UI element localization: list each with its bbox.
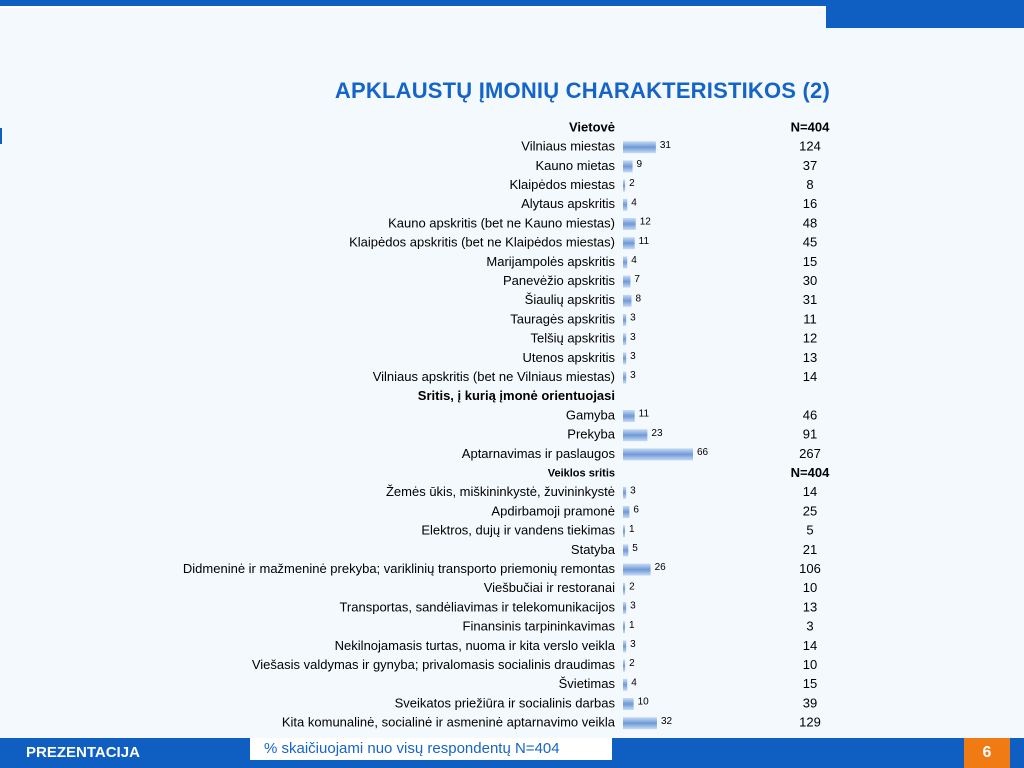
bar: [623, 679, 627, 691]
bar-value-label: 4: [631, 197, 637, 209]
bar: [623, 583, 625, 595]
bar: [623, 410, 635, 422]
row-label: Aptarnavimas ir paslaugos: [461, 445, 615, 461]
bar: [623, 256, 627, 268]
count-value: 5: [806, 522, 814, 538]
bar: [623, 372, 626, 384]
bar-value-label: 23: [651, 427, 663, 439]
bar: [623, 160, 633, 172]
bar: [623, 237, 635, 249]
bar-value-label: 1: [629, 619, 635, 631]
row-label: Klaipėdos apskritis (bet ne Klaipėdos miestas): [349, 234, 615, 250]
row-label: Elektros, dujų ir vandens tiekimas: [421, 522, 615, 538]
bar: [623, 448, 693, 460]
bar: [623, 352, 626, 364]
bar-value-label: 3: [630, 351, 636, 363]
row-label: Nekilnojamasis turtas, nuoma ir kita verslo veikla: [334, 637, 615, 653]
bar: [623, 429, 647, 441]
count-value: 30: [802, 273, 818, 289]
bar: [623, 314, 626, 326]
bar-value-label: 32: [660, 715, 673, 727]
n-header: N=404: [790, 119, 830, 135]
count-value: 129: [799, 714, 821, 730]
row-label: Alytaus apskritis: [521, 196, 615, 212]
count-value: 14: [802, 484, 818, 500]
bar: [623, 717, 657, 729]
count-value: 10: [802, 657, 818, 673]
row-label: Viešasis valdymas ir gynyba; privalomasis socialinis draudimas: [251, 657, 615, 673]
bar-value-label: 3: [630, 639, 636, 651]
row-label: Marijampolės apskritis: [486, 253, 615, 269]
bar-value-label: 11: [638, 408, 650, 420]
count-value: 3: [806, 618, 814, 634]
bar-value-label: 11: [638, 235, 650, 247]
bar-value-label: 66: [697, 447, 709, 459]
bar: [623, 276, 630, 288]
count-value: 39: [802, 695, 818, 711]
row-label: Kauno apskritis (bet ne Kauno miestas): [388, 215, 615, 231]
row-label: Gamyba: [565, 407, 615, 423]
row-label: Panevėžio apskritis: [503, 273, 615, 289]
bar: [623, 564, 651, 576]
row-label: Transportas, sandėliavimas ir telekomunikacijos: [339, 599, 615, 615]
count-value: 46: [802, 407, 818, 423]
bar-value-label: 2: [629, 178, 635, 190]
bar-value-label: 7: [634, 274, 640, 286]
bar: [623, 180, 625, 192]
bar-value-label: 3: [630, 312, 636, 324]
count-value: 13: [802, 599, 818, 615]
row-label: Vilniaus apskritis (bet ne Vilniaus miestas): [372, 369, 615, 385]
row-label: Finansinis tarpininkavimas: [462, 618, 615, 634]
count-value: 14: [802, 369, 818, 385]
bar-value-label: 2: [629, 581, 635, 593]
count-value: 11: [803, 311, 817, 327]
footnote: % skaičiuojami nuo visų respondentų N=404: [250, 738, 612, 760]
count-value: 31: [802, 292, 818, 308]
section-header: Vietovė: [568, 119, 615, 135]
bar-value-label: 4: [631, 677, 637, 689]
section-header: Veiklos sritis: [547, 467, 615, 480]
row-label: Kauno mietas: [535, 157, 615, 173]
bar: [623, 506, 629, 518]
bar: [623, 218, 636, 230]
count-value: 16: [802, 196, 818, 212]
count-value: 25: [802, 503, 818, 519]
bar-value-label: 26: [654, 562, 666, 574]
n-header: N=404: [790, 465, 830, 481]
bar-value-label: 4: [631, 255, 637, 267]
bar: [623, 640, 626, 652]
page-number: 6: [964, 738, 1010, 768]
row-label: Prekyba: [567, 426, 615, 442]
count-value: 106: [799, 561, 821, 577]
bar: [623, 141, 656, 153]
count-value: 15: [802, 253, 818, 269]
bar-value-label: 10: [637, 696, 649, 708]
bar-value-label: 3: [630, 370, 636, 382]
row-label: Viešbučiai ir restoranai: [483, 580, 615, 596]
bar-value-label: 12: [639, 216, 651, 228]
row-label: Sveikatos priežiūra ir socialinis darbas: [394, 695, 615, 711]
row-label: Švietimas: [558, 676, 615, 692]
count-value: 8: [806, 177, 814, 193]
row-label: Klaipėdos miestas: [509, 177, 615, 193]
count-value: 14: [802, 637, 818, 653]
count-value: 48: [802, 215, 818, 231]
count-value: 15: [802, 676, 818, 692]
brand-label: PREZENTACIJA: [26, 744, 140, 761]
row-label: Didmeninė ir mažmeninė prekyba; variklinių transporto priemonių remontas: [182, 561, 615, 577]
bar-value-label: 8: [635, 293, 642, 305]
bar: [623, 333, 626, 345]
bar: [623, 544, 628, 556]
count-value: 91: [802, 426, 818, 442]
bar: [623, 487, 626, 499]
row-label: Tauragės apskritis: [510, 311, 615, 327]
bar-value-label: 5: [632, 543, 638, 555]
count-value: 13: [802, 349, 818, 365]
bar-value-label: 3: [630, 600, 636, 612]
row-label: Žemės ūkis, miškininkystė, žuvininkystė: [385, 484, 615, 500]
bar: [623, 660, 625, 672]
count-value: 12: [802, 330, 818, 346]
row-label: Telšių apskritis: [530, 330, 615, 346]
bar: [623, 602, 626, 614]
count-value: 124: [799, 138, 821, 154]
bar-value-label: 3: [630, 485, 636, 497]
row-label: Apdirbamoji pramonė: [491, 503, 615, 519]
bar: [623, 199, 627, 211]
count-value: 267: [799, 445, 821, 461]
bar-value-label: 9: [636, 159, 643, 171]
row-label: Šiaulių apskritis: [524, 292, 615, 308]
bar-value-label: 31: [659, 139, 672, 151]
count-value: 21: [802, 541, 818, 557]
count-value: 45: [802, 234, 818, 250]
bar-value-label: 6: [633, 504, 639, 516]
bar-value-label: 1: [629, 523, 635, 535]
bar-value-label: 2: [629, 658, 635, 670]
bar: [623, 621, 625, 633]
count-value: 37: [802, 157, 818, 173]
row-label: Vilniaus miestas: [521, 138, 615, 154]
bar: [623, 698, 634, 710]
bar-value-label: 3: [630, 331, 636, 343]
slide-title: APKLAUSTŲ ĮMONIŲ CHARAKTERISTIKOS (2): [334, 78, 830, 103]
count-value: 10: [802, 580, 818, 596]
bar: [623, 525, 625, 537]
row-label: Utenos apskritis: [522, 349, 615, 365]
row-label: Kita komunalinė, socialinė ir asmeninė aptarnavimo veikla: [281, 714, 615, 730]
row-label: Statyba: [570, 541, 615, 557]
section-header: Sritis, į kurią įmonė orientuojasi: [417, 388, 615, 404]
bar: [623, 295, 631, 307]
